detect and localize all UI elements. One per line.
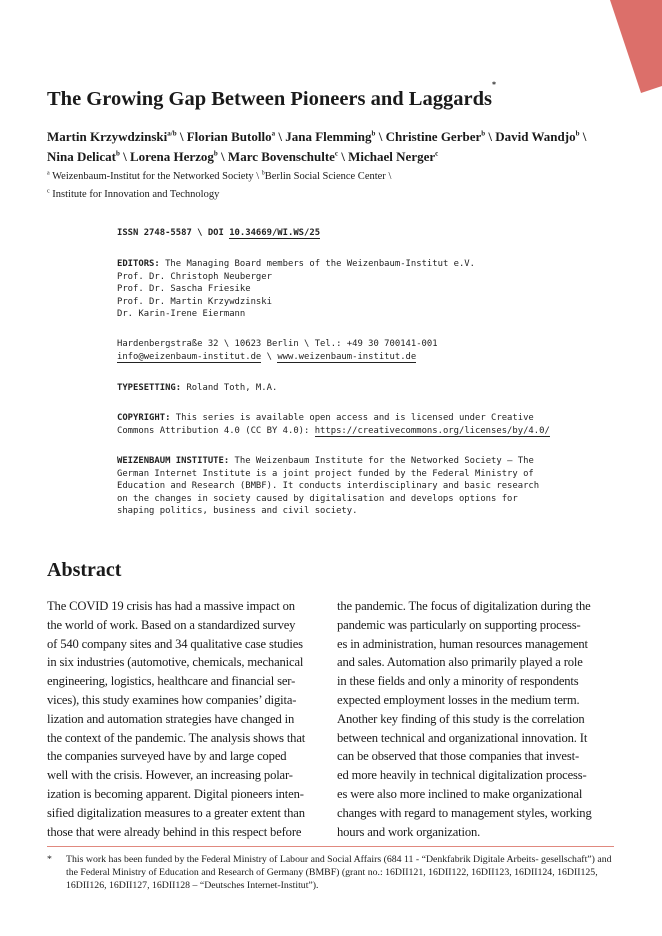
editor: Dr. Karin-Irene Eiermann — [117, 309, 246, 320]
author-name: Martin Krzywdzinski — [47, 129, 168, 144]
author-affiliation-mark: b — [213, 149, 218, 158]
author-line-2 — [47, 147, 586, 167]
abstract-line: changes with regard to management styles, working — [337, 805, 592, 820]
sep: \ — [579, 129, 587, 144]
contact-block — [117, 338, 438, 363]
sep: \ — [261, 351, 278, 362]
editors-block — [117, 258, 475, 321]
abstract-line: lization and automation strategies have changed in — [47, 711, 295, 726]
abstract-line: and sales. Automation also primarily played a role — [337, 655, 583, 670]
affil-sup: b — [261, 170, 265, 177]
abstract-line: in these fields and only a minority of respondents — [337, 674, 579, 689]
author-line-1 — [47, 127, 586, 147]
copyright-text: Commons Attribution 4.0 (CC BY 4.0): — [117, 425, 315, 436]
sep: \ — [338, 149, 349, 164]
abstract-line: the context of the pandemic. The analysis shows that — [47, 730, 306, 745]
footnote-rule — [47, 846, 614, 847]
license-link[interactable]: https://creativecommons.org/licenses/by/4.0/ — [314, 425, 550, 436]
editors-label: EDITORS: — [117, 259, 160, 269]
author-name: Marc Bovenschulte — [227, 149, 335, 164]
abstract-line: engineering, logistics, healthcare and financial ser- — [47, 674, 296, 689]
author-affiliation-mark: b — [371, 129, 376, 138]
abstract-line: vices), this study examines how companies’ digita- — [47, 692, 297, 707]
abstract-line: ed more heavily in technical digitalization process- — [337, 768, 587, 783]
author-name: Lorena Herzog — [130, 149, 214, 164]
author-name: David Wandjo — [495, 129, 576, 144]
institute-text: shaping politics, business and civil society. — [117, 506, 358, 517]
author-name: Florian Butollo — [186, 129, 272, 144]
institute-text: German Internet Institute is a joint project funded by the Federal Ministry of — [117, 468, 534, 479]
abstract-line: the companies surveyed have by and large coped — [47, 749, 287, 764]
abstract-and-footnote — [47, 597, 614, 892]
copyright-label: COPYRIGHT: — [117, 413, 171, 423]
issn-doi — [117, 227, 320, 240]
footnote-line: gesellschaft”) and the Federal Ministry of Education and Research of Germany (BMBF) (grant no.: 16DII121, 16DII122, — [66, 854, 612, 879]
sep: \ — [176, 129, 187, 144]
footnote-mark: * — [47, 854, 52, 866]
abstract-column-right — [337, 597, 614, 841]
paper-title — [47, 80, 496, 112]
abstract-line: those that were already behind in this respect before — [47, 824, 302, 839]
author-list — [47, 127, 586, 167]
sep: \ — [375, 129, 386, 144]
affil-sup: a — [47, 170, 50, 177]
sep: \ — [217, 149, 228, 164]
abstract-line: can be observed that those companies that invest- — [337, 749, 579, 764]
affiliation-line-1 — [47, 170, 391, 184]
abstract-line: well with the crisis. However, an increasing polar- — [47, 768, 293, 783]
abstract-line: es were also more inclined to make organizational — [337, 786, 583, 801]
sep: \ — [119, 149, 130, 164]
issn-label: ISSN 2748-5587 \ DOI — [117, 228, 230, 238]
abstract-line: the pandemic. The focus of digitalization during the — [337, 599, 591, 613]
institute-text: on the changes in society caused by digitalisation and develops options for — [117, 493, 518, 504]
author-name: Jana Flemming — [285, 129, 372, 144]
abstract-line: hours and work organization. — [337, 824, 481, 839]
editor: Prof. Dr. Christoph Neuberger — [117, 271, 272, 282]
abstract-line: The COVID 19 crisis has had a massive impact on — [47, 599, 295, 613]
author-name: Michael Nerger — [348, 149, 436, 164]
sep: \ — [253, 171, 262, 182]
institute-text: The Weizenbaum Institute for the Networked Society – The — [229, 456, 534, 466]
typesetting-label: TYPESETTING: — [117, 383, 182, 393]
author-affiliation-mark: b — [115, 149, 120, 158]
author-name: Nina Delicat — [47, 149, 116, 164]
abstract-column-left — [47, 597, 324, 841]
copyright-block — [117, 412, 550, 437]
author-affiliation-mark: a/b — [167, 129, 177, 138]
abstract-line: expected employment losses in the medium term. — [337, 692, 580, 707]
author-affiliation-mark: b — [575, 129, 580, 138]
abstract-line: Another key finding of this study is the correlation — [337, 711, 585, 726]
abstract-line: of 540 company sites and 34 qualitative case studies — [47, 636, 303, 651]
author-affiliation-mark: b — [481, 129, 486, 138]
sep: \ — [385, 171, 392, 182]
author-affiliation-mark: a — [271, 129, 276, 138]
abstract-line: in six industries (automotive, chemicals, mechanical — [47, 655, 304, 670]
author-affiliation-mark: c — [435, 149, 439, 158]
footnote — [47, 853, 614, 892]
abstract-line: es in administration, human resources management — [337, 636, 588, 651]
abstract-heading: Abstract — [47, 559, 122, 581]
editors-text: The Managing Board members of the Weizenbaum-Institut e.V. — [159, 259, 475, 269]
affil-name: Institute for Innovation and Technology — [52, 189, 220, 200]
affiliation-line-2 — [47, 188, 219, 202]
copyright-text: This series is available open access and is licensed under Creative — [170, 413, 534, 423]
website-link[interactable]: www.weizenbaum-institut.de — [277, 351, 417, 362]
typesetting-text: Roland Toth, M.A. — [181, 383, 278, 393]
abstract-columns — [47, 597, 614, 841]
affil-sup: c — [47, 188, 50, 195]
footnote-line: This work has been funded by the Federal Ministry of Labour and Social Affairs (684 11 - “Denkfabrik Digitale Arbeits- — [66, 854, 539, 866]
institute-label: WEIZENBAUM INSTITUTE: — [117, 456, 230, 466]
affil-name: Berlin Social Science Center — [264, 171, 386, 182]
abstract-line: ization is becoming apparent. Digital pioneers inten- — [47, 786, 304, 801]
title-footnote-mark: * — [491, 80, 496, 89]
abstract-line: between technical and organizational innovation. It — [337, 730, 588, 745]
address: Hardenbergstraße 32 \ 10623 Berlin \ Tel.: +49 30 700141-001 — [117, 339, 438, 349]
footnote-line: 16DII123, 16DII124, 16DII125, 16DII126, 16DII127, 16DII128 – “Deutsches Internet-Institut”). — [66, 867, 598, 892]
institute-block — [117, 455, 539, 518]
title-text: The Growing Gap Between Pioneers and Laggards — [47, 88, 492, 110]
affil-name: Weizenbaum-Institut for the Networked Society — [52, 171, 254, 182]
sep: \ — [485, 129, 496, 144]
institute-text: Education and Research (BMBF). It conducts interdisciplinary and basic research — [117, 481, 540, 492]
author-affiliation-mark: c — [334, 149, 339, 158]
editor: Prof. Dr. Sascha Friesike — [117, 284, 251, 295]
abstract-line: the world of work. Based on a standardized survey — [47, 617, 296, 632]
doi-link[interactable]: 10.34669/WI.WS/25 — [229, 228, 321, 238]
typesetting — [117, 382, 277, 395]
abstract-line: sified digitalization measures to a greater extent than — [47, 805, 305, 820]
email-link[interactable]: info@weizenbaum-institut.de — [117, 351, 262, 362]
abstract-line: pandemic was particularly on supporting process- — [337, 617, 581, 632]
sep: \ — [275, 129, 286, 144]
author-name: Christine Gerber — [385, 129, 482, 144]
editor: Prof. Dr. Martin Krzywdzinski — [117, 296, 272, 307]
